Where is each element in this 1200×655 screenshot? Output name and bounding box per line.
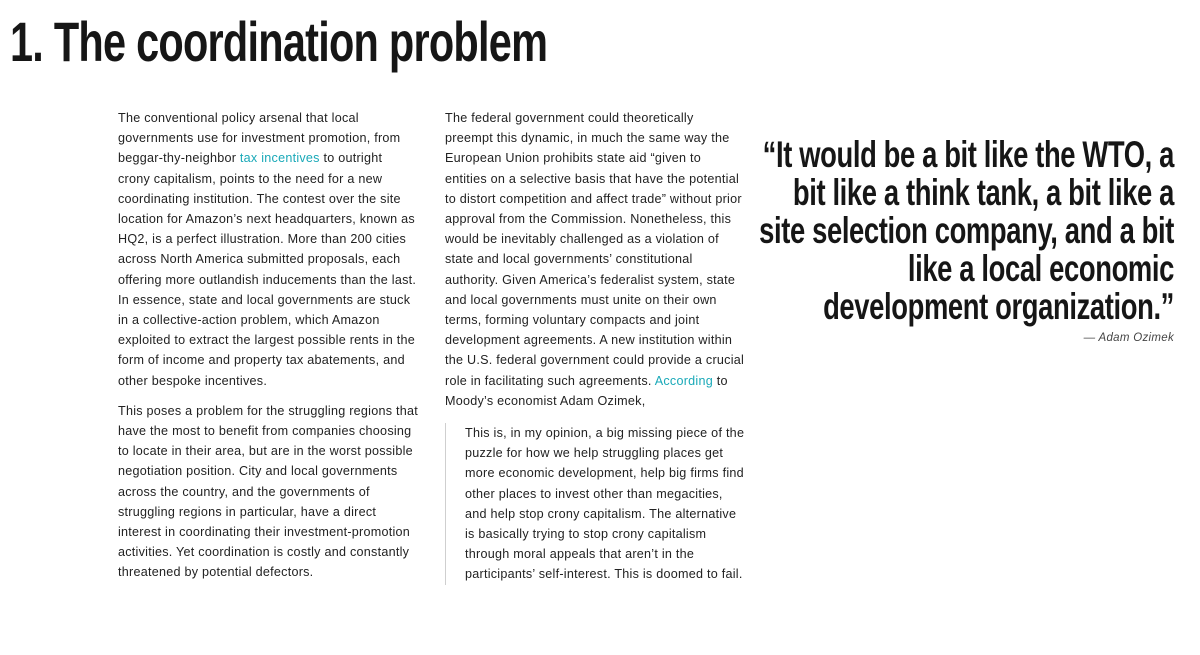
ozimek-blockquote: This is, in my opinion, a big missing piece of the puzzle for how we help struggling places get more economic development, help big firms find other places to invest other than megacities, and help stop crony capitalism. The alternative is basically trying to stop crony capitalism through moral appeals that aren’t in the participants’ self-interest. This is doomed to fail. [445,423,745,585]
paragraph-text: The conventional policy arsenal that local governments use for investment promotion, from beggar-thy-neighbor [118,111,401,166]
paragraph-federal-government [445,108,745,411]
paragraph-text: The federal government could theoretically preempt this dynamic, in much the same way the European Union prohibits state aid “given to entities on a selective basis that have the potential to distort competition and affect trade” without prior approval from the Commission. Nonetheless, this would be inevitably challenged as a violation of state and local governments’ constitutional authority. Given America’s federalist system, state and local governments must unite on their own terms, forming voluntary compacts and joint development agreements. A new institution within the U.S. federal government could provide a crucial role in facilitating such agreements. [445,111,745,388]
paragraph-struggling-regions: This poses a problem for the struggling regions that have the most to benefit from companies choosing to locate in their area, but are in the worst possible negotiation position. City and local governments across the country, and the governments of struggling regions in particular, have a direct interest in coordinating their investment-promotion activities. Yet coordination is costly and constantly threatened by potential defectors. [118,403,419,580]
article-column-left [118,108,418,593]
article-column-middle [445,108,745,585]
paragraph-text: to outright crony capitalism, points to the need for a new coordinating institution. The contest over the site location for Amazon’s next headquarters, known as HQ2, is a perfect illustration. More than 200 cities across North America submitted proposals, each offering more outlandish inducements than the last. In essence, state and local governments are stuck in a collective-action problem, which Amazon exploited to extract the largest possible rents in the form of income and property tax abatements, and other bespoke incentives. [118,151,417,388]
page-title: 1. The coordination problem [10,10,548,73]
pull-quote [754,136,1174,344]
paragraph-amazon-hq2 [118,108,418,391]
according-link[interactable]: According [654,373,713,388]
pull-quote-attribution: — Adam Ozimek [1083,332,1174,344]
paragraph-text: to Moody’s economist Adam Ozimek, [445,373,728,408]
pull-quote-text: “It would be a bit like the WTO, a bit like a think tank, a bit like a site selection company, and a bit like a local economic development organization.” [759,134,1174,327]
tax-incentives-link[interactable]: tax incentives [239,151,320,166]
